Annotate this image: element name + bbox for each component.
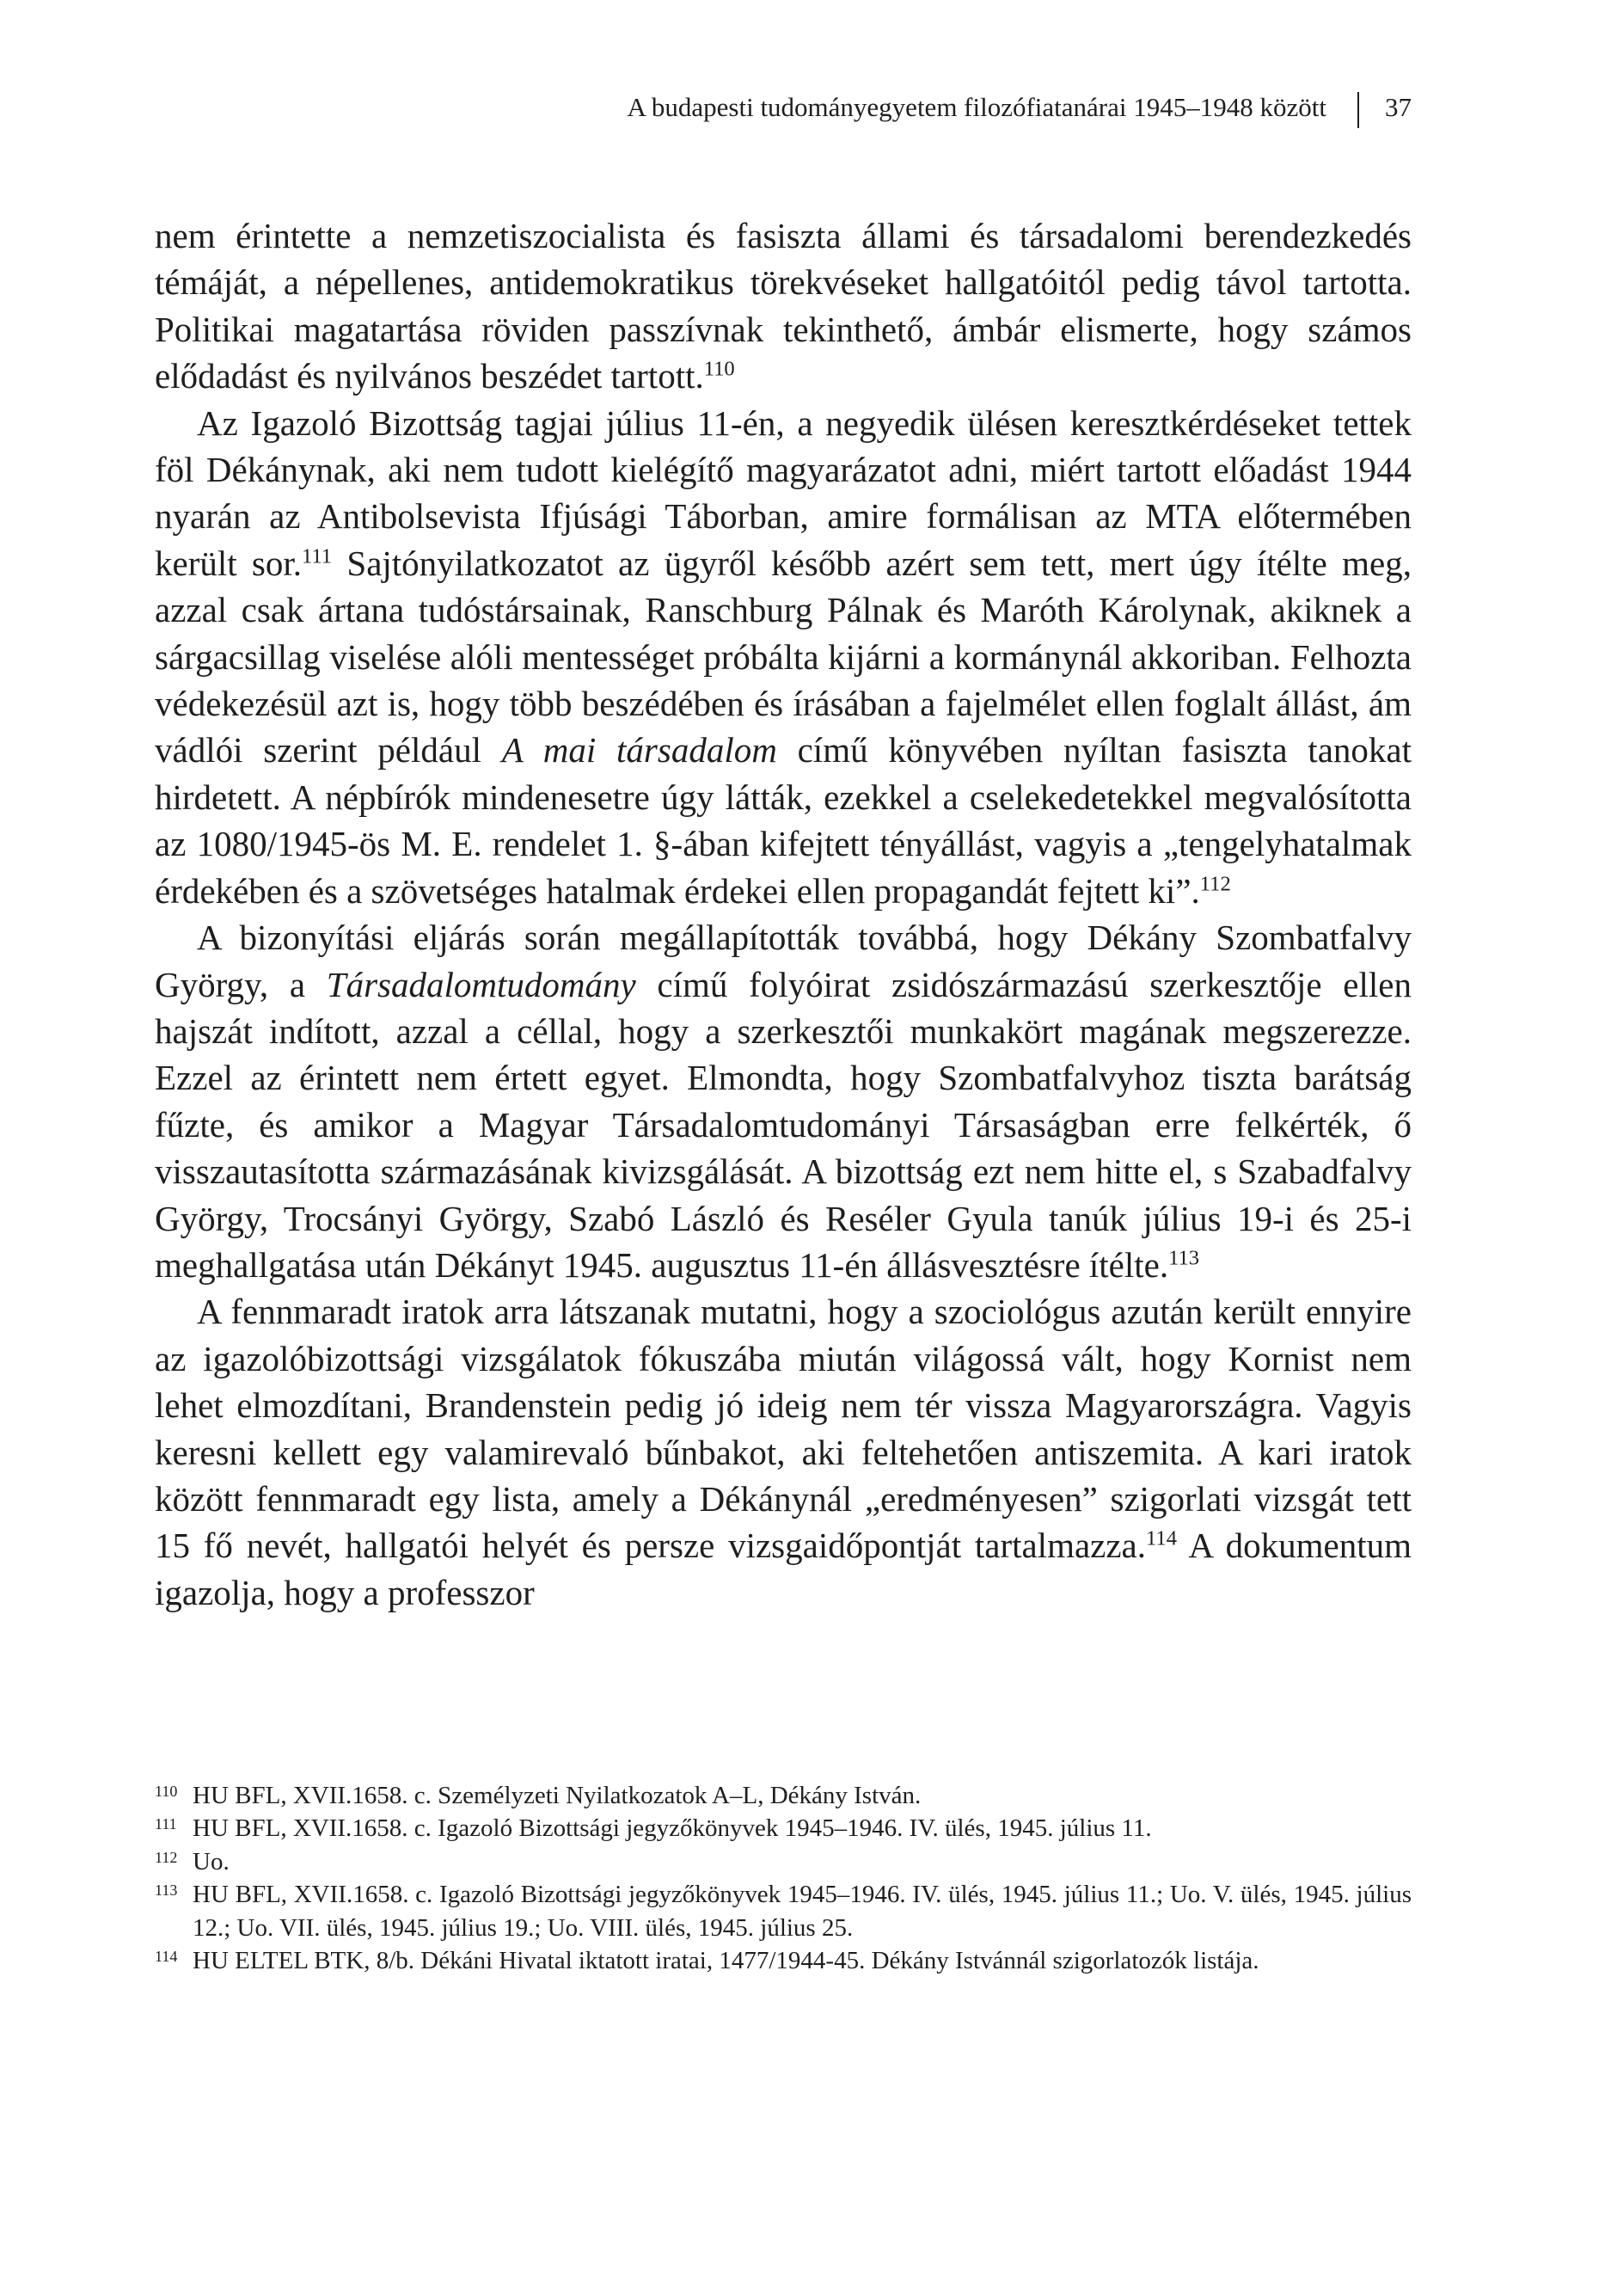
- paragraph-text: Az Igazoló Bizottság tagjai július 11-én, a negyedik ülésen keresztkérdéseket tettek föl Dékánynak, aki nem tudott kielégítő magyarázatot adni, miért tartott előadást 1944 nyarán az Antibolsevista Ifjúsági Táborban, amire formálisan az MTA előtermében került sor.: [155, 402, 1412, 583]
- paragraph-text: A dokumentum igazolja, hogy a professzor: [155, 1526, 1412, 1612]
- footnote-reference: 111: [302, 544, 333, 568]
- journal-title: Társadalomtudomány: [326, 964, 636, 1004]
- running-head: [155, 89, 1412, 126]
- footnote-text: Uo.: [193, 1847, 230, 1875]
- paragraph-text: A fennmaradt iratok arra látszanak mutatni, hogy a szociológus azután került ennyire az igazolóbizottsági vizsgálatok fókuszába miután világossá vált, hogy Kornist nem lehet elmozdítani, Brandenstein pedig jó ideig nem tér vissza Magyarországra. Vagyis keresni kellett egy valamirevaló bűnbakot, aki feltehetően antiszemita. A kari iratok között fennmaradt egy lista, amely a Dékánynál „eredményesen” szigorlati vizsgát tett 15 fő nevét, hallgatói helyét és persze vizsgaidőpontját tartalmazza.: [155, 1292, 1412, 1566]
- paragraph-1: [155, 212, 1412, 400]
- body-text: [155, 212, 1412, 1616]
- paragraph-text: Sajtónyilatkozatot az ügyről később azért sem tett, mert úgy ítélte meg, azzal csak ártana tudóstársainak, Ranschburg Pálnak és Maróth Károlynak, akiknek a sárgacsillag viselése alóli mentességet próbálta kijárni a kormánynál akkoriban. Felhozta védekezésül azt is, hogy több beszédében és írásában a fajelmélet ellen foglalt állást, ám vádlói szerint például: [155, 543, 1412, 770]
- footnote: 110 HU BFL, XVII.1658. c. Személyzeti Nyilatkozatok A–L, Dékány István.: [155, 1782, 922, 1809]
- footnote-text: HU BFL, XVII.1658. c. Igazoló Bizottsági jegyzőkönyvek 1945–1946. IV. ülés, 1945. július 11.: [193, 1814, 1152, 1843]
- footnote-reference: 110: [703, 357, 735, 381]
- running-title: A budapesti tudományegyetem filozófiatanárai 1945–1948 között: [627, 92, 1326, 122]
- paragraph-text: nem érintette a nemzetiszocialista és fasiszta állami és társadalomi berendezkedés témáját, a népellenes, antidemokratikus törekvéseket hallgatóitól pedig távol tartotta. Politikai magatartása röviden passzívnak tekinthető, ámbár elismerte, hogy számos elődadást és nyilvános beszédet tartott.: [155, 216, 1412, 396]
- footnote-reference: 114: [1146, 1526, 1177, 1550]
- book-title: A mai társadalom: [501, 730, 777, 770]
- footnote: 112 Uo.: [155, 1847, 230, 1875]
- footnote-reference: 112: [1199, 872, 1231, 896]
- footnotes: [155, 1779, 1412, 1977]
- header-divider: [1357, 92, 1359, 128]
- footnote: 111 HU BFL, XVII.1658. c. Igazoló Bizottsági jegyzőkönyvek 1945–1946. IV. ülés, 1945. július 11.: [155, 1814, 1152, 1843]
- paragraph-3: [155, 914, 1412, 1288]
- footnote-text: HU ELTEL BTK, 8/b. Dékáni Hivatal iktatott iratai, 1477/1944-45. Dékány Istvánnál szigorlatozók listája.: [193, 1947, 1259, 1975]
- footnote-reference: 113: [1168, 1246, 1200, 1270]
- footnote: 113 HU BFL, XVII.1658. c. Igazoló Bizottsági jegyzőkönyvek 1945–1946. IV. ülés, 1945. július 11.; Uo. V. ülés, 1945. július 12.; Uo. VII. ülés, 1945. július 19.; Uo. VIII. ülés, 1945. július 25.: [155, 1881, 1412, 1942]
- paragraph-text: című könyvében nyíltan fasiszta tanokat hirdetett. A népbírók mindenesetre úgy látták, ezekkel a cselekedetekkel megvalósította az 1080/1945-ös M. E. rendelet 1. §-ában kifejtett tényállást, vagyis a „tengelyhatalmak érdekében és a szövetséges hatalmak érdekei ellen propagandát fejtett ki”.: [155, 730, 1412, 911]
- page-number: 37: [1385, 92, 1412, 122]
- paragraph-text: című folyóirat zsidószármazású szerkesztője ellen hajszát indított, azzal a céllal, hogy a szerkesztői munkakört magának megszerezze. Ezzel az érintett nem értett egyet. Elmondta, hogy Szombatfalvyhoz tiszta barátság fűzte, és amikor a Magyar Társadalomtudományi Társaságban erre felkérték, ő visszautasította származásának kivizsgálását. A bizottság ezt nem hitte el, s Szabadfalvy György, Trocsányi György, Szabó László és Reséler Gyula tanúk július 19-i és 25-i meghallgatása után Dékányt 1945. augusztus 11-én állásvesztésre ítélte.: [155, 964, 1412, 1285]
- footnote: 114 HU ELTEL BTK, 8/b. Dékáni Hivatal iktatott iratai, 1477/1944-45. Dékány Istvánnál szigorlatozók listája.: [155, 1947, 1259, 1975]
- footnote-text: HU BFL, XVII.1658. c. Személyzeti Nyilatkozatok A–L, Dékány István.: [193, 1782, 922, 1809]
- paragraph-4: [155, 1288, 1412, 1616]
- footnote-text: HU BFL, XVII.1658. c. Igazoló Bizottsági jegyzőkönyvek 1945–1946. IV. ülés, 1945. július 11.; Uo. V. ülés, 1945. július 12.; Uo. VII. ülés, 1945. július 19.; Uo. VIII. ülés, 1945. július 25.: [193, 1881, 1412, 1942]
- paragraph-text: A bizonyítási eljárás során megállapították továbbá, hogy Dékány Szombatfalvy György, a: [155, 918, 1412, 1004]
- paragraph-2: [155, 400, 1412, 914]
